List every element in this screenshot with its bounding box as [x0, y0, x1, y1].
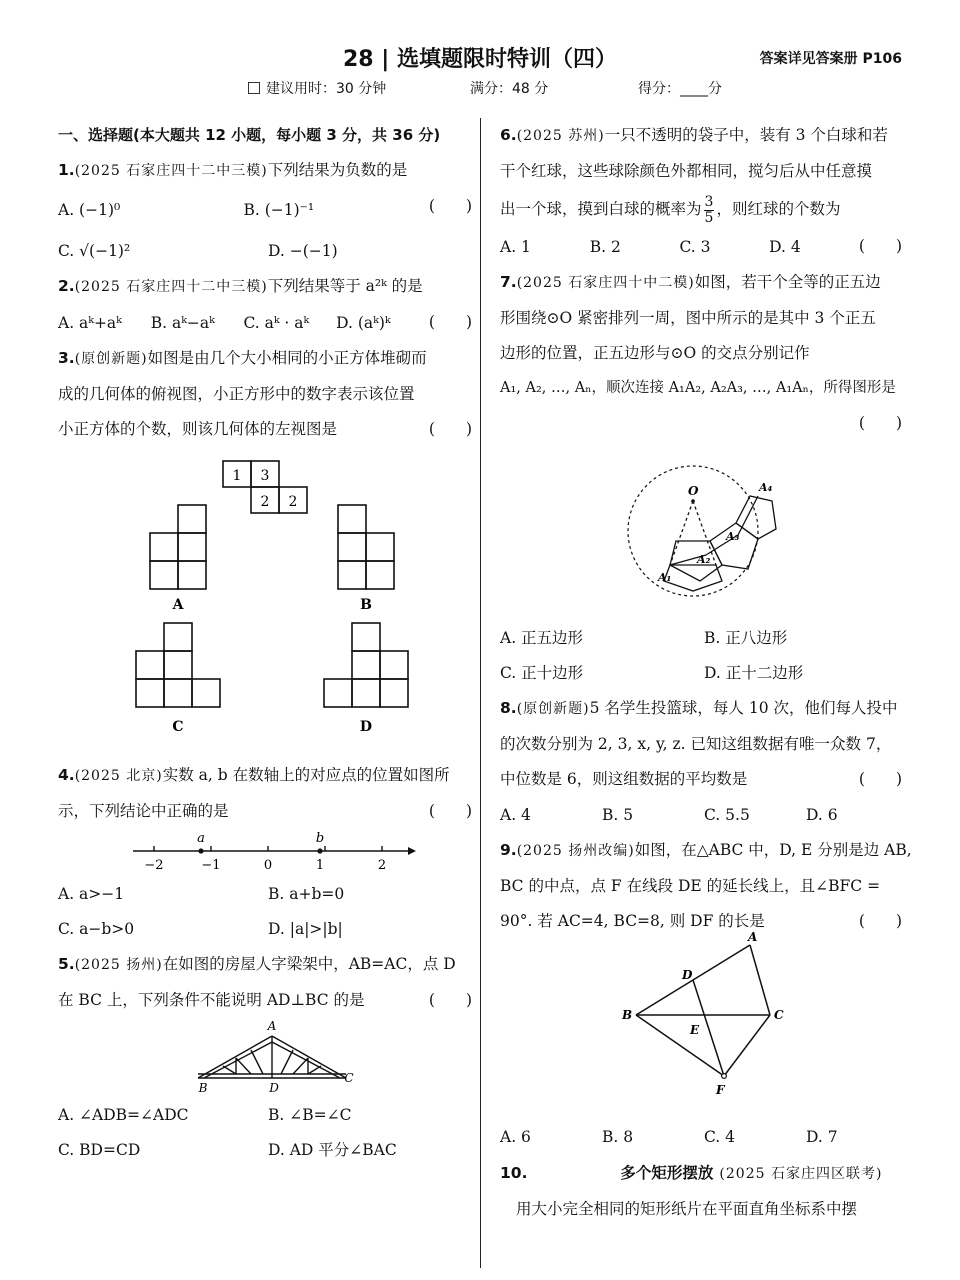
option-d[interactable]: D. (aᵏ)ᵏ: [336, 314, 391, 332]
question-5: 5.(2025 扬州)在如图的房屋人字梁架中，AB=AC，点 D: [58, 955, 456, 973]
option-a[interactable]: A. 4: [500, 806, 531, 824]
grid-number: 3: [260, 468, 270, 484]
options-row: [58, 193, 429, 228]
point-a: [198, 848, 203, 853]
option-a[interactable]: A. aᵏ+aᵏ: [58, 314, 122, 332]
option-c[interactable]: C. √(−1)²: [58, 242, 131, 260]
question-7: 7.(2025 石家庄四十中二模)如图，若干个全等的正五边: [500, 273, 881, 291]
grid-number: 2: [288, 494, 298, 510]
options-row: [500, 621, 908, 656]
tick-label: 2: [377, 858, 387, 873]
point-label: A₄: [759, 481, 773, 494]
answer-reference: 答案详见答案册 P106: [759, 51, 902, 67]
option-a[interactable]: A. (−1)⁰: [58, 201, 121, 219]
tick-label: −2: [144, 858, 164, 873]
side-ac: [750, 945, 770, 1015]
section-title: 一、选择题(本大题共 12 小题，每小题 3 分，共 36 分): [58, 126, 441, 144]
pentagon: [670, 541, 722, 581]
clock-icon: [248, 82, 260, 94]
options-row: [58, 877, 478, 912]
top-view-and-options-figure: [58, 453, 478, 758]
question-4: 4.(2025 北京)实数 a, b 在数轴上的对应点的位置如图所: [58, 766, 450, 784]
options-row: [58, 305, 429, 341]
point-label: A: [748, 930, 758, 944]
grid-number: 2: [260, 494, 270, 510]
pentagon-circle-figure: [500, 441, 908, 621]
question-1: 1.(2025 石家庄四十二中三模)下列结果为负数的是: [58, 161, 408, 179]
point-label: a: [197, 831, 205, 846]
page-title: 28 | 选填题限时特训（四）: [343, 47, 617, 72]
options-row: [500, 656, 908, 691]
option-a[interactable]: A. 1: [500, 238, 531, 256]
question-text: A₁, A₂, …, Aₙ，顺次连接 A₁A₂, A₂A₃, …, A₁Aₙ，所得图形是: [500, 380, 896, 396]
options-row: [58, 1098, 478, 1133]
right-column: 6.(2025 苏州)一只不透明的袋子中，装有 3 个白球和若 干个红球，这些球除颜色外都相同，搅匀后从中任意摸 出一个球，摸到白球的概率为 $\frac{3}{5}$ ，则红球的个数为 ( ) A. 1 B. 2 C. 3 D. 4 7.(2025 石家庄四十中二模)如图，若干个全等的正五边 形围绕⊙O 紧密排列一周，图中所示的是其中 3 个正五 边形的位置，正五边形与⊙O 的交点分别记作 A₁, A₂, …, Aₙ，顺次连接 A₁A₂, A₂A₃, …, A₁Aₙ，所得图形是 ( ) O A₄ A₃ A₂ A₁ A. 正五边形 B. 正八边形 C. 正十边形 D. 正十二边形 8.(原创新题)5 名学生投篮球，每人 10 次，他们每人投中 的次数分别为 2, 3, x, y, z. 已知这组数据有唯一众数 7， 中位数是 6，则这组数据的平均数是 ( ) A. 4 B. 5 C. 5.5 D. 6 9.(2025 扬州改编)如图，在△ABC 中，D, E 分别是边 AB, BC 的中点，点 F 在线段 DE 的延长线上，且∠BFC = 90°. 若 AC=4, BC=8, 则 DF 的长是 ( ) A B C D E F A. 6 B. 8 C. 4 D. 7 10. 多个矩形摆放 (2025 石家庄四区联考) 用大小完全相同的矩形纸片在平面直角坐标系中摆: [500, 118, 908, 1227]
option-a[interactable]: A. a>−1: [58, 885, 125, 903]
option-a-view: [150, 505, 206, 589]
point-label: O: [688, 484, 699, 498]
option-label: D: [359, 719, 373, 735]
option-d[interactable]: D. |a|>|b|: [268, 920, 343, 938]
option-b[interactable]: B. 正八边形: [704, 629, 788, 647]
suggested-time: 建议用时：30 分钟: [248, 78, 386, 98]
question-text: 用大小完全相同的矩形纸片在平面直角坐标系中摆: [516, 1200, 858, 1218]
option-c[interactable]: C. 4: [704, 1128, 736, 1146]
tick-label: 1: [315, 858, 325, 873]
option-b[interactable]: B. 8: [602, 1128, 634, 1146]
options-row: [58, 912, 478, 947]
point-label: A: [267, 1019, 277, 1033]
left-column: 一、选择题(本大题共 12 小题，每小题 3 分，共 36 分) 1.(2025 石家庄四十二中三模)下列结果为负数的是 ( ) A. (−1)⁰ B. (−1)⁻¹ C. √(−1)² D. −(−1) 2.(2025 石家庄四十二中三模)下列结果等于 a²ᵏ 的是 ( ) A. aᵏ+aᵏ B. aᵏ−aᵏ C. aᵏ · aᵏ D. (aᵏ)ᵏ 3.(原创新题)如图是由几个大小相同的小正方体堆砌而 成的几何体的俯视图，小正方形中的数字表示该位置 小正方体的个数，则该几何体的左视图是 ( ) 1 3 2 2 A B C D 4.(2025 北京)实数 a, b 在数轴上的对应点的位置如图所 示，下列结论中正确的是 ( ) −2 −1 0 1 2 a b A. a>−1 B. a+b=0 C. a−b>0 D. |a|>|b| 5.(2025 扬州)在如图的房屋人字梁架中，AB=AC，点 D 在 BC 上，下列条件不能说明 AD⊥BC 的是 ( ) A B C D A. ∠ADB=∠ADC B. ∠B=∠C C. BD=CD D. AD 平分∠BAC: [58, 118, 478, 1168]
question-text: 小正方体的个数，则该几何体的左视图是 ( ): [58, 420, 472, 438]
segment-bf: [636, 1015, 724, 1076]
option-a[interactable]: A. 6: [500, 1128, 531, 1146]
point-label: A₁: [658, 571, 672, 584]
point-label: B: [622, 1008, 633, 1022]
option-c-view: [136, 623, 220, 707]
question-text: 边形的位置，正五边形与⊙O 的交点分别记作: [500, 344, 810, 362]
option-b[interactable]: B. 2: [589, 238, 621, 256]
question-text: 形围绕⊙O 紧密排列一周，图中所示的是其中 3 个正五: [500, 309, 876, 327]
option-b-view: [338, 505, 394, 589]
pentagon: [736, 496, 776, 539]
option-c[interactable]: C. aᵏ · aᵏ: [243, 314, 310, 332]
option-a[interactable]: A. ∠ADB=∠ADC: [58, 1106, 189, 1124]
option-c[interactable]: C. a−b>0: [58, 920, 135, 938]
point-b: [317, 848, 322, 853]
option-d[interactable]: D. 7: [806, 1128, 838, 1146]
point-label: B: [198, 1081, 208, 1095]
option-d[interactable]: D. 4: [769, 238, 801, 256]
question-9: 9.(2025 扬州改编)如图，在△ABC 中，D, E 分别是边 AB,: [500, 841, 912, 859]
option-a[interactable]: A. 正五边形: [500, 629, 584, 647]
question-text: 中位数是 6，则这组数据的平均数是 ( ): [500, 770, 902, 788]
options-row: [500, 229, 859, 265]
triangle-figure: [500, 930, 908, 1119]
option-c[interactable]: C. BD=CD: [58, 1141, 141, 1159]
point-label: C: [344, 1071, 354, 1085]
option-d[interactable]: D. 正十二边形: [704, 664, 804, 682]
full-score: 满分：48 分: [470, 81, 549, 97]
question-text: BC 的中点，点 F 在线段 DE 的延长线上，且∠BFC =: [500, 877, 881, 895]
roof-truss-figure: [58, 1018, 478, 1098]
option-d[interactable]: D. AD 平分∠BAC: [268, 1141, 397, 1159]
question-text: 在 BC 上，下列条件不能说明 AD⊥BC 的是 ( ): [58, 991, 472, 1009]
option-b[interactable]: B. (−1)⁻¹: [243, 201, 315, 219]
tick-label: 0: [263, 858, 273, 873]
option-label: B: [360, 597, 372, 613]
option-c[interactable]: C. 3: [679, 238, 711, 256]
arrow-icon: [408, 847, 416, 855]
question-text: 90°. 若 AC=4, BC=8, 则 DF 的长是 ( ): [500, 912, 902, 930]
point-label: b: [315, 831, 325, 846]
tick-label: −1: [201, 858, 221, 873]
question-text: 示，下列结论中正确的是 ( ): [58, 802, 472, 820]
option-d[interactable]: D. −(−1): [268, 242, 338, 260]
grid-number: 1: [232, 468, 242, 484]
option-b[interactable]: B. aᵏ−aᵏ: [150, 314, 215, 332]
option-b[interactable]: B. 5: [602, 806, 634, 824]
point-label: A₃: [726, 530, 740, 543]
question-text: 成的几何体的俯视图，小正方形中的数字表示该位置: [58, 385, 415, 403]
point-label: A₂: [697, 553, 711, 566]
question-6: 6.(2025 苏州)一只不透明的袋子中，装有 3 个白球和若: [500, 126, 888, 144]
question-10: 10. 多个矩形摆放 (2025 石家庄四区联考): [500, 1163, 883, 1182]
option-c[interactable]: C. 正十边形: [500, 664, 584, 682]
number-line-figure: [58, 829, 478, 877]
option-c[interactable]: C. 5.5: [704, 806, 750, 824]
option-label: A: [172, 597, 184, 613]
point-label: D: [269, 1081, 279, 1095]
question-3: 3.(原创新题)如图是由几个大小相同的小正方体堆砌而: [58, 349, 427, 367]
question-text: 干个红球，这些球除颜色外都相同，搅匀后从中任意摸: [500, 162, 873, 180]
point-label: C: [774, 1008, 784, 1022]
segment-cf: [724, 1015, 770, 1076]
question-2: 2.(2025 石家庄四十二中三模)下列结果等于 a²ᵏ 的是: [58, 277, 423, 295]
option-d[interactable]: D. 6: [806, 806, 838, 824]
point-label: E: [690, 1023, 700, 1037]
point-label: F: [716, 1083, 725, 1097]
fraction: $\frac{3}{5}$: [704, 193, 714, 226]
options-row: [500, 797, 908, 833]
question-text: 的次数分别为 2, 3, x, y, z. 已知这组数据有唯一众数 7，: [500, 735, 892, 753]
options-row: [500, 1119, 908, 1155]
question-8: 8.(原创新题)5 名学生投篮球，每人 10 次，他们每人投中: [500, 699, 898, 717]
column-divider: [480, 118, 481, 1268]
option-d-view: [324, 623, 408, 707]
option-label: C: [172, 719, 184, 735]
option-b[interactable]: B. ∠B=∠C: [268, 1106, 352, 1124]
score-obtained: 得分：____分: [638, 81, 722, 97]
options-row: [58, 234, 478, 269]
option-b[interactable]: B. a+b=0: [268, 885, 345, 903]
options-row: [58, 1133, 478, 1168]
point-label: D: [682, 968, 693, 982]
question-text: 出一个球，摸到白球的概率为 $\frac{3}{5}$ ，则红球的个数为: [500, 193, 841, 226]
